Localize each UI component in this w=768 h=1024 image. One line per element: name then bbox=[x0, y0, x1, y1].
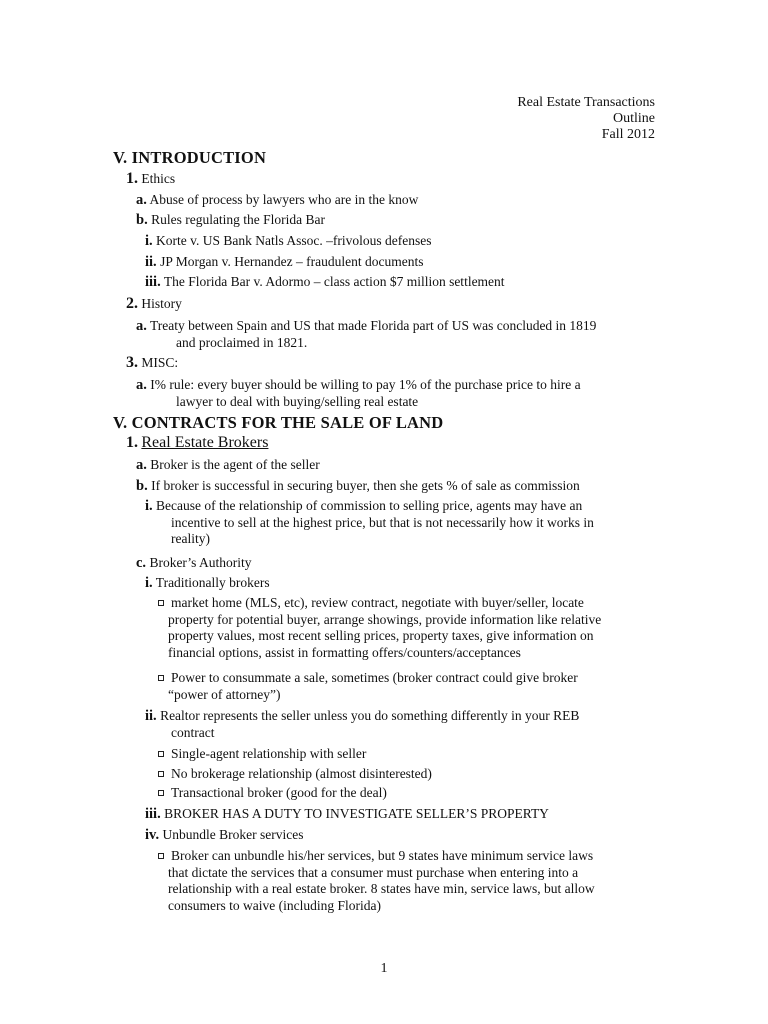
square-bullet-icon bbox=[158, 675, 164, 681]
outline-item bbox=[145, 274, 505, 291]
outline-marker: i. bbox=[145, 233, 153, 249]
bullet-item bbox=[158, 785, 387, 802]
bullet-text: Broker can unbundle his/her services, but 9 states have minimum service laws bbox=[171, 848, 594, 863]
bullet-item bbox=[158, 746, 366, 763]
outline-text-continued: incentive to sell at the highest price, but that is not necessarily how it works in bbox=[171, 514, 594, 530]
outline-marker: 2. bbox=[126, 295, 138, 312]
outline-item bbox=[136, 478, 580, 495]
square-bullet-icon bbox=[158, 790, 164, 796]
bullet-item bbox=[158, 848, 595, 914]
outline-item bbox=[136, 457, 320, 474]
outline-text-underlined: Real Estate Brokers bbox=[141, 434, 269, 451]
square-bullet-icon bbox=[158, 771, 164, 777]
outline-marker: i. bbox=[145, 498, 153, 514]
outline-item bbox=[145, 498, 594, 548]
bullet-text-continued: relationship with a real estate broker. 8 states have min, service laws, but allow bbox=[168, 881, 595, 896]
outline-item bbox=[136, 192, 418, 209]
header-line-2: Outline bbox=[613, 111, 655, 126]
header-line-3: Fall 2012 bbox=[601, 127, 655, 142]
outline-text: Broker is the agent of the seller bbox=[150, 457, 320, 472]
outline-text: JP Morgan v. Hernandez – fraudulent documents bbox=[160, 254, 424, 269]
outline-item bbox=[126, 171, 175, 188]
page-number: 1 bbox=[380, 961, 388, 976]
outline-marker: ii. bbox=[145, 254, 157, 270]
outline-item bbox=[145, 575, 270, 592]
bullet-item bbox=[158, 670, 578, 703]
section-heading-contracts: V. CONTRACTS FOR THE SALE OF LAND bbox=[113, 413, 444, 432]
outline-item bbox=[145, 254, 424, 271]
outline-item bbox=[145, 708, 579, 741]
outline-item bbox=[126, 435, 268, 452]
outline-text: Ethics bbox=[141, 171, 176, 186]
outline-item bbox=[126, 296, 182, 313]
bullet-text-continued: financial options, assist in formatting offers/counters/acceptances bbox=[168, 644, 521, 660]
square-bullet-icon bbox=[158, 853, 164, 859]
outline-text: MISC: bbox=[141, 355, 179, 370]
outline-text: Traditionally brokers bbox=[155, 575, 270, 590]
outline-marker: 3. bbox=[126, 354, 138, 371]
outline-text: I% rule: every buyer should be willing to pay 1% of the purchase price to hire a bbox=[150, 377, 581, 392]
outline-marker: a. bbox=[136, 318, 147, 334]
outline-text: If broker is successful in securing buyer, then she gets % of sale as commission bbox=[151, 478, 580, 493]
bullet-text-continued: “power of attorney”) bbox=[168, 686, 281, 702]
bullet-item bbox=[158, 766, 432, 783]
outline-marker: ii. bbox=[145, 708, 157, 724]
outline-text: Realtor represents the seller unless you do something differently in your REB bbox=[160, 708, 580, 723]
outline-text: Unbundle Broker services bbox=[162, 827, 304, 842]
bullet-text-continued: property for potential buyer, arrange showings, provide information like relative bbox=[168, 611, 602, 627]
outline-item bbox=[145, 806, 549, 823]
bullet-text: Transactional broker (good for the deal) bbox=[171, 785, 387, 800]
bullet-text: Single-agent relationship with seller bbox=[171, 746, 367, 761]
outline-text: Rules regulating the Florida Bar bbox=[151, 212, 326, 227]
outline-text: Because of the relationship of commission to selling price, agents may have an bbox=[156, 498, 583, 513]
bullet-text: Power to consummate a sale, sometimes (broker contract could give broker bbox=[171, 670, 578, 685]
outline-marker: iii. bbox=[145, 274, 161, 290]
bullet-text-continued: that dictate the services that a consumer must purchase when entering into a bbox=[168, 864, 579, 880]
doc-header bbox=[517, 95, 655, 143]
outline-marker: iv. bbox=[145, 827, 160, 843]
bullet-text: No brokerage relationship (almost disinterested) bbox=[171, 766, 432, 781]
header-line-1: Real Estate Transactions bbox=[517, 95, 655, 110]
outline-marker: a. bbox=[136, 377, 147, 393]
outline-text: Abuse of process by lawyers who are in the know bbox=[149, 192, 419, 207]
outline-text: Treaty between Spain and US that made Florida part of US was concluded in 1819 bbox=[150, 318, 597, 333]
outline-item bbox=[136, 555, 252, 572]
outline-marker: b. bbox=[136, 478, 148, 494]
outline-text-continued: reality) bbox=[171, 531, 210, 546]
square-bullet-icon bbox=[158, 751, 164, 757]
outline-text: BROKER HAS A DUTY TO INVESTIGATE SELLER’S PROPERTY bbox=[164, 806, 549, 821]
outline-text-continued: lawyer to deal with buying/selling real estate bbox=[176, 393, 419, 409]
outline-text: Broker’s Authority bbox=[149, 555, 252, 570]
outline-item bbox=[126, 355, 178, 372]
outline-text: Korte v. US Bank Natls Assoc. –frivolous defenses bbox=[156, 233, 432, 248]
bullet-text-continued: consumers to waive (including Florida) bbox=[168, 897, 381, 913]
outline-item bbox=[136, 212, 325, 229]
outline-text: History bbox=[141, 296, 182, 311]
outline-item bbox=[145, 233, 432, 250]
outline-marker: a. bbox=[136, 192, 147, 208]
outline-marker: 1. bbox=[126, 170, 138, 187]
outline-item bbox=[136, 318, 596, 351]
outline-text: The Florida Bar v. Adormo – class action $7 million settlement bbox=[163, 274, 505, 289]
bullet-text: market home (MLS, etc), review contract, negotiate with buyer/seller, locate bbox=[171, 595, 584, 610]
outline-marker: 1. bbox=[126, 434, 138, 451]
bullet-item bbox=[158, 595, 601, 661]
outline-marker: b. bbox=[136, 212, 148, 228]
outline-item bbox=[136, 377, 581, 410]
square-bullet-icon bbox=[158, 600, 164, 606]
outline-item bbox=[145, 827, 303, 844]
section-heading-introduction: V. INTRODUCTION bbox=[113, 148, 267, 167]
outline-marker: i. bbox=[145, 575, 153, 591]
outline-marker: iii. bbox=[145, 806, 161, 822]
outline-text-continued: and proclaimed in 1821. bbox=[176, 334, 308, 350]
outline-text-continued: contract bbox=[171, 724, 215, 740]
bullet-text-continued: property values, most recent selling prices, property taxes, give information on bbox=[168, 628, 594, 643]
outline-marker: a. bbox=[136, 457, 147, 473]
outline-marker: c. bbox=[136, 555, 147, 571]
